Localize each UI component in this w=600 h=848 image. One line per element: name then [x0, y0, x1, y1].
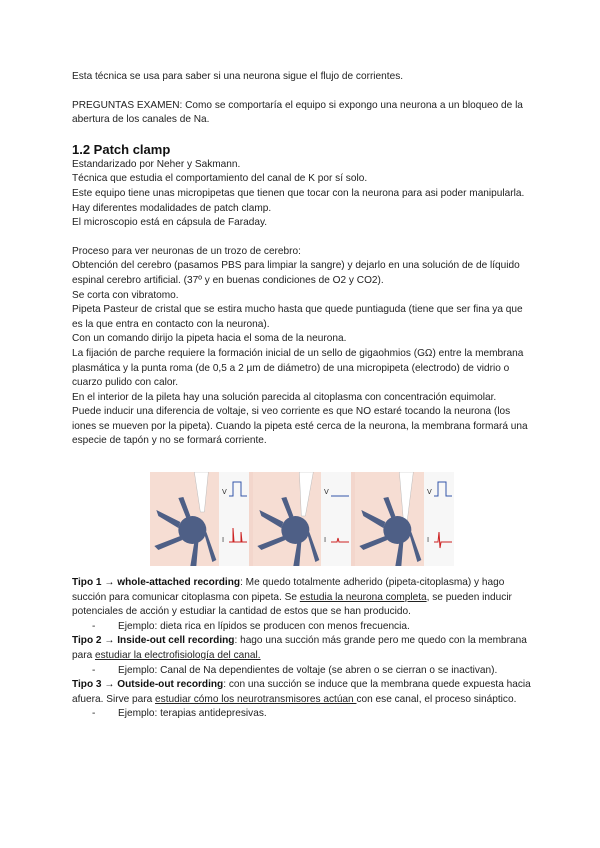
type-1-text-a: : Me quedo totalmente adherido (pipeta-citoplasma) y hago succión para comunicar citoplasma con pipeta. Se — [72, 577, 505, 603]
types-section — [72, 576, 532, 722]
v-label: V — [427, 488, 432, 496]
type-3-text-b: con ese canal, el proceso sináptico. — [356, 693, 517, 705]
section-heading: 1.2 Patch clamp — [72, 141, 171, 157]
type-2-example: - Ejemplo: Canal de Na dependientes de voltaje (se abren o se cierran o se inactivan). — [72, 664, 532, 679]
type-2-list — [72, 664, 532, 679]
type-2-underline: estudiar la electrofisiología del canal. — [95, 649, 261, 661]
type-1-underline: estudia la neurona completa — [299, 591, 427, 603]
type-2-text-a: : hago una succión más grande pero me quedo con la membrana para — [72, 635, 527, 661]
trace-graph — [219, 472, 249, 566]
type-1-paragraph — [72, 576, 532, 620]
type-1-label: Tipo 1 → whole-attached recording — [72, 577, 241, 588]
process-line: Con un comando dirijo la pipeta hacia el soma de la neurona. — [72, 333, 347, 345]
process-line: Obtención del cerebro (pasamos PBS para limpiar la sangre) y dejarlo en una solución de de líquido espinal cerebro artificial. (37º y en buenas condiciones de O2 y CO2). — [72, 260, 520, 286]
process-line: En el interior de la pileta hay una solución parecida al citoplasma con concentración equimolar. — [72, 391, 497, 403]
v-label: V — [324, 488, 330, 496]
exam-question: PREGUNTAS EXAMEN: Como se comportaría el equipo si expongo una neurona a un bloqueo de la abertura de los canales de Na. — [72, 99, 523, 126]
section-line: Técnica que estudia el comportamiento del canal de K por sí solo. — [72, 173, 368, 185]
process-line: La fijación de parche requiere la formación inicial de un sello de gigaohmios (GΩ) entre la membrana plasmática y la punta roma (de 0,5 a 2 µm de diámetro) de una micropipeta (electrodo) de vidrio o cuarzo pulido con calor. — [72, 347, 524, 389]
trace-box — [424, 472, 454, 566]
intro-line: Esta técnica se usa para saber si una neurona sigue el flujo de corrientes. — [72, 71, 404, 82]
type-3-example: - Ejemplo: terapias antidepresivas. — [72, 707, 532, 722]
type-3-label: Tipo 3 → Outside-out recording — [72, 679, 224, 691]
figure-panel-2 — [253, 472, 352, 566]
type-3-paragraph — [72, 678, 532, 707]
section-line: El microscopio está en cápsula de Faraday. — [72, 217, 268, 229]
type-3-underline: estudiar cómo los neurotransmisores actúan — [155, 693, 357, 705]
type-1-list — [72, 620, 532, 635]
process-line: Se corta con vibratomo. — [72, 289, 179, 301]
i-label: I — [324, 536, 327, 544]
type-3-list — [72, 707, 532, 722]
section-line: Este equipo tiene unas micropipetas que tienen que tocar con la neurona para asi poder manipularla. Hay diferentes modalidades de patch clamp. — [72, 187, 525, 214]
type-2-label: Tipo 2 → Inside-out cell recording — [72, 635, 235, 647]
figure-panel-1 — [150, 472, 249, 566]
trace-box — [321, 472, 351, 566]
trace-box — [219, 472, 249, 566]
figure-panel-3 — [355, 472, 454, 566]
section-line: Estandarizado por Neher y Sakmann. — [72, 158, 241, 170]
patch-clamp-figure — [150, 472, 454, 566]
v-label: V — [221, 488, 227, 496]
i-label: I — [221, 536, 224, 544]
trace-graph — [424, 472, 454, 566]
process-line: Proceso para ver neuronas de un trozo de cerebro: — [72, 245, 301, 257]
type-2-paragraph — [72, 634, 532, 663]
type-1-example: - Ejemplo: dieta rica en lípidos se producen con menos frecuencia. — [72, 620, 532, 635]
type-1-text-b: , se pueden inducir potenciales de acción y estudiar la cantidad de estos que se han producido. — [72, 591, 512, 618]
document-page — [72, 70, 532, 449]
i-label: I — [427, 536, 430, 544]
process-line: Pipeta Pasteur de cristal que se estira mucho hasta que quede puntiaguda (tiene que ser fina ya que es la que entra en contacto con la neurona). — [72, 304, 523, 330]
type-3-text-a: : con una succión se induce que la membrana quede expuesta hacia afuera. Sirve para — [72, 679, 531, 705]
trace-graph — [321, 472, 351, 566]
process-line: Puede inducir una diferencia de voltaje, si veo corriente es que NO estaré tocando la neurona (los iones se mueven por la pipeta). Cuando la pipeta esté cerca de la neurona, la membrana formará una especie de tapón y no se formará corriente. — [72, 406, 528, 447]
